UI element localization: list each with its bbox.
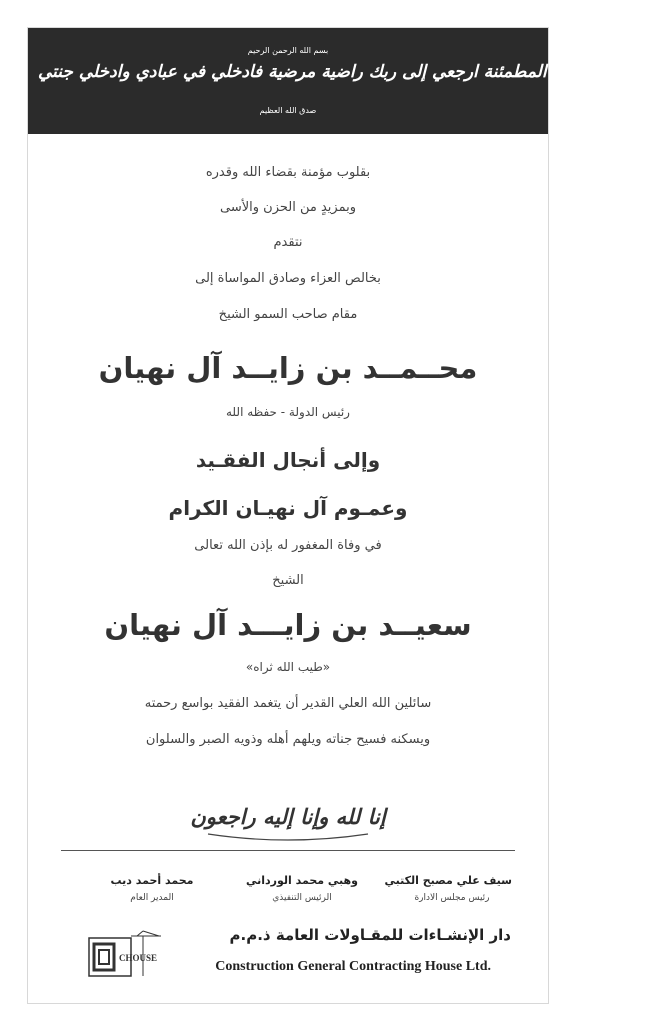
- signatory-1: [384, 874, 512, 903]
- condolence-notice: [27, 27, 647, 1004]
- company-name-english: Construction General Contracting House Ltd.: [215, 959, 491, 974]
- prayer-line-2: ويسكنه فسيح جناته ويلهم أهله وذويه الصبر والسلوان: [145, 732, 431, 747]
- logo-text: CHOUSE: [119, 953, 158, 963]
- sadaq-text: صدق الله العظيم: [259, 106, 317, 115]
- president-title: رئيس الدولة - حفظه الله: [226, 405, 350, 419]
- quran-verse: يا أيتها النفس المطمئنة ارجعي إلى ربك راضية مرضية فادخلي في عبادي وادخلي جنتي: [38, 62, 647, 82]
- signatory-name: محمد أحمد ديب: [110, 874, 194, 887]
- signatory-title: الرئيس التنفيذي: [272, 893, 332, 903]
- company-name-arabic: دار الإنشـاءات للمقـاولات العامة ذ.م.م: [229, 926, 511, 944]
- sons-line: وإلى أنجال الفقـيد: [195, 448, 381, 472]
- closing-calligraphy: [178, 788, 398, 848]
- sheikh-label: الشيخ: [272, 573, 304, 588]
- basmala: بسم الله الرحمن الرحيم: [247, 46, 329, 55]
- signatory-title: رئيس مجلس الادارة: [414, 893, 490, 903]
- prayer-line-1: سائلين الله العلي القدير أن يتغمد الفقيد بواسع رحمته: [144, 696, 432, 711]
- intro-line-4: بخالص العزاء وصادق المواساة إلى: [195, 271, 381, 286]
- closing-text: إنا لله وإنا إليه راجعون: [190, 804, 386, 829]
- intro-line-2: وبمزيدٍ من الحزن والأسى: [220, 200, 356, 215]
- president-name: محــمــد بن زايــد آل نهيان: [98, 351, 478, 385]
- company-logo: [85, 930, 163, 982]
- quran-verse-banner: [28, 28, 647, 134]
- divider: [61, 850, 515, 851]
- signatory-name: سيف علي مصبح الكتبي: [384, 874, 512, 887]
- signatory-name: وهبي محمد الورداني: [245, 874, 358, 887]
- passing-line: في وفاة المغفور له بإذن الله تعالى: [194, 538, 382, 553]
- signatory-3: [92, 874, 212, 903]
- deceased-name: سعيــد بن زايـــد آل نهيان: [104, 608, 472, 642]
- rip-line: «طيب الله ثراه»: [245, 660, 331, 674]
- family-line: وعمـوم آل نهيـان الكرام: [168, 496, 408, 520]
- signatory-2: [242, 874, 362, 903]
- signatory-title: المدير العام: [130, 893, 174, 903]
- intro-line-3: نتقدم: [273, 235, 303, 250]
- intro-line-5: مقام صاحب السمو الشيخ: [218, 307, 358, 322]
- intro-line-1: بقلوب مؤمنة بقضاء الله وقدره: [205, 165, 371, 180]
